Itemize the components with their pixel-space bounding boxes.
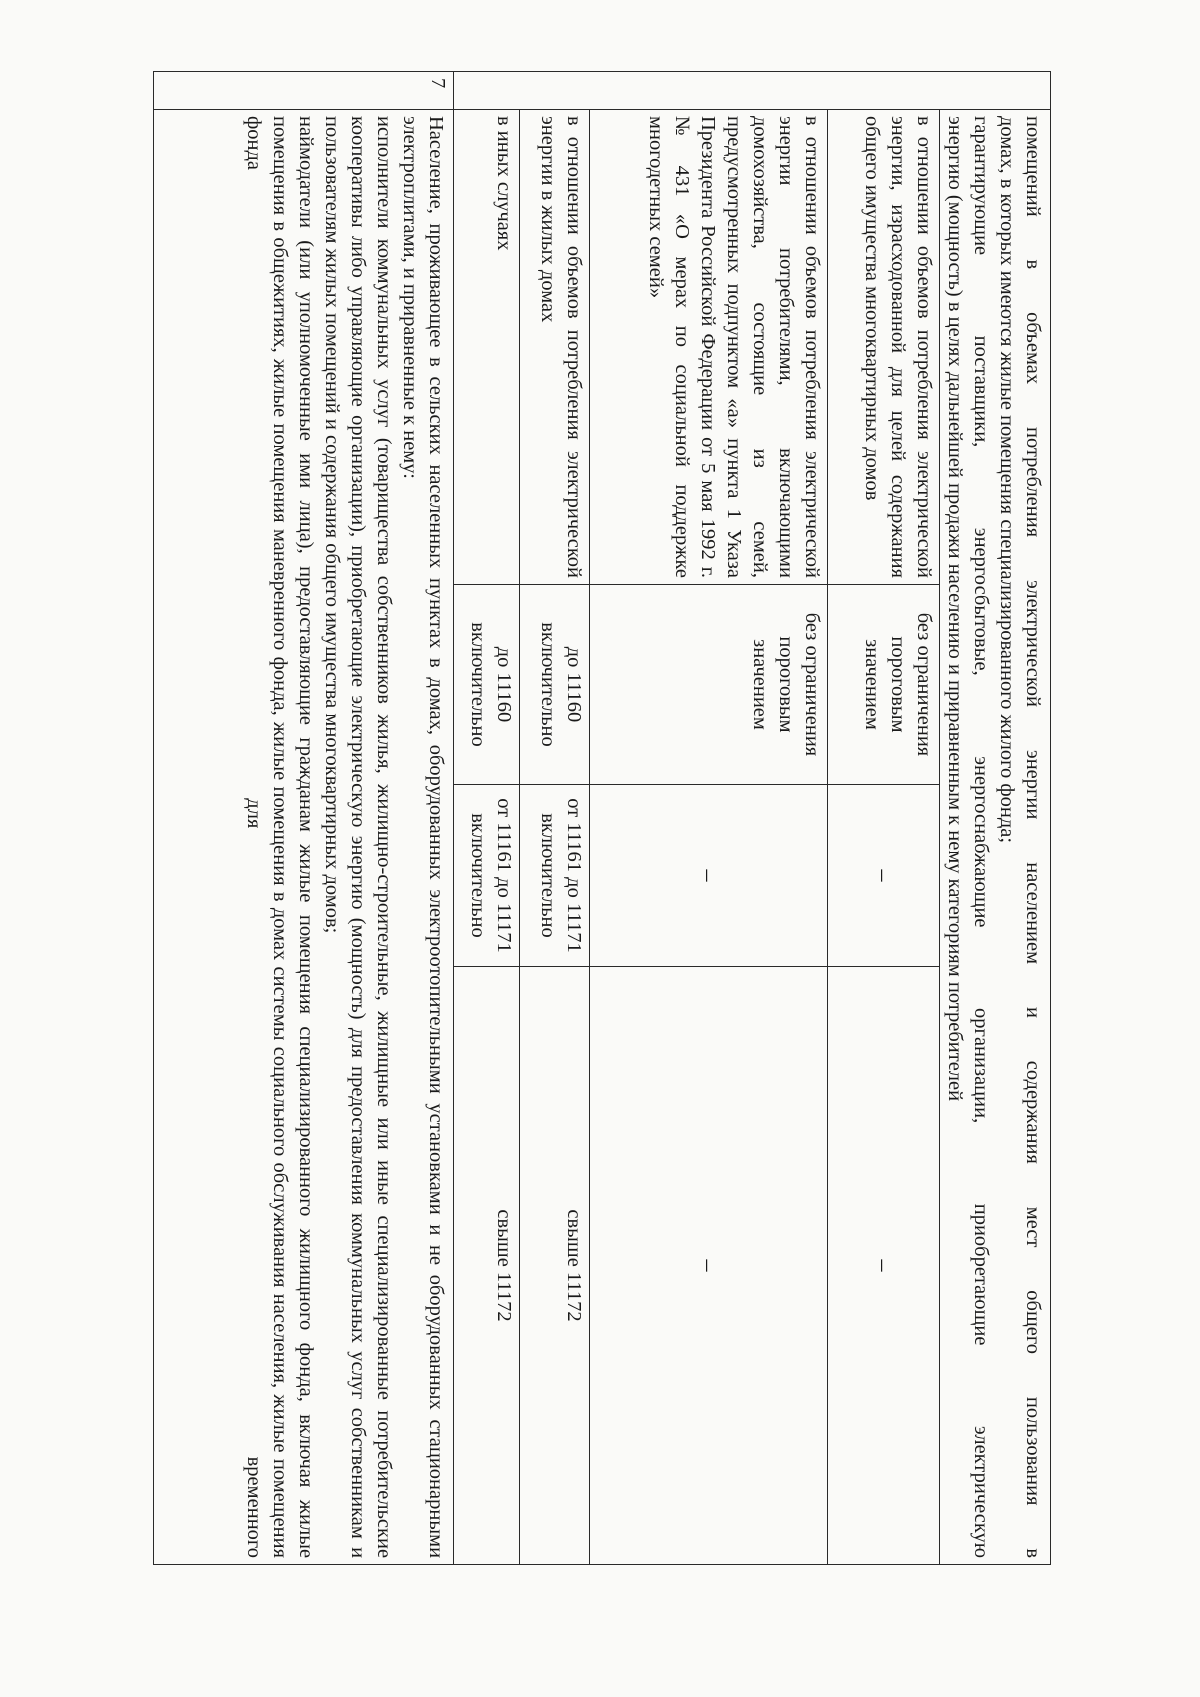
- threshold-cell-1: до 11160 включительно: [520, 585, 590, 785]
- rotated-table-scan: [163, 71, 1051, 1564]
- threshold-cell-2: от 11161 до 11171 включительно: [520, 785, 590, 967]
- table-row: [454, 72, 520, 1565]
- section-7-row: [154, 72, 454, 1565]
- section-7-paragraph-3: наймодатели (или уполномоченные ими лица), предоставляющие гражданам жилые помещения специализированного жилищного фонда, включая жилые помещения в общежитиях, жилые помещения маневренного фонда, жилые помещения в домах системы социального обслуживания населения, жилые помещения фонда для временного: [243, 116, 317, 1559]
- section-7-text: [154, 110, 454, 1565]
- section-number: 7: [154, 72, 454, 110]
- row-description: в отношении объемов потребления электрической энергии, израсходованной для целей содержания общего имущества многоквартирных домов: [828, 110, 940, 585]
- threshold-cell-3: –: [590, 967, 828, 1565]
- row-description: в иных случаях: [454, 110, 520, 585]
- tariff-table: [153, 71, 1051, 1565]
- threshold-cell-2: –: [828, 785, 940, 967]
- intro-line-3: гарантирующие поставщики, энергосбытовые, энергоснабжающие организации, приобретающие электрическую: [970, 116, 992, 1559]
- threshold-cell-1: без ограничения пороговым значением: [828, 585, 940, 785]
- table-row: [828, 72, 940, 1565]
- intro-line-1: помещений в объемах потребления электрической энергии населением и содержания мест общего пользования в: [1022, 116, 1044, 1559]
- threshold-cell-2: от 11161 до 11171 включительно: [454, 785, 520, 967]
- row-description: в отношении объемов потребления электрической энергии потребителями, включающими домохозяйства, состоящие из семей, предусмотренных подпунктом «а» пункта 1 Указа Президента Российской Федерации от 5 мая 1992 г. № 431 «О мерах по социальной поддержке многодетных семей»: [590, 110, 828, 585]
- table-row: [520, 72, 590, 1565]
- threshold-cell-3: свыше 11172: [520, 967, 590, 1565]
- intro-line-2: домах, в которых имеются жилые помещения специализированного жилого фонда;: [996, 116, 1018, 844]
- section-7-paragraph-1: Население, проживающее в сельских населенных пунктах в домах, оборудованных электроотопительными установками и не оборудованных стационарными электроплитами, и приравненные к нему:: [399, 116, 447, 1559]
- threshold-cell-3: –: [828, 967, 940, 1565]
- number-cell-empty: [454, 72, 1051, 110]
- row-description: в отношении объемов потребления электрической энергии в жилых домах: [520, 110, 590, 585]
- threshold-cell-1: без ограничения пороговым значением: [590, 585, 828, 785]
- intro-cell: [940, 110, 1051, 1565]
- intro-line-4: энергию (мощность) в целях дальнейшей продажи населению и приравненным к нему категориям потребителей: [944, 116, 966, 1102]
- section-7-paragraph-2: исполнители коммунальных услуг (товарищества собственников жилья, жилищно-строительные, жилищные или иные специализированные потребительские кооперативы либо управляющие организации), приобретающие электрическую энергию (мощность) для предоставления коммунальных услуг собственникам и пользователям жилых помещений и содержания общего имущества многоквартирных домов;: [321, 116, 395, 1559]
- threshold-cell-1: до 11160 включительно: [454, 585, 520, 785]
- threshold-cell-2: –: [590, 785, 828, 967]
- table-row: [590, 72, 828, 1565]
- threshold-cell-3: свыше 11172: [454, 967, 520, 1565]
